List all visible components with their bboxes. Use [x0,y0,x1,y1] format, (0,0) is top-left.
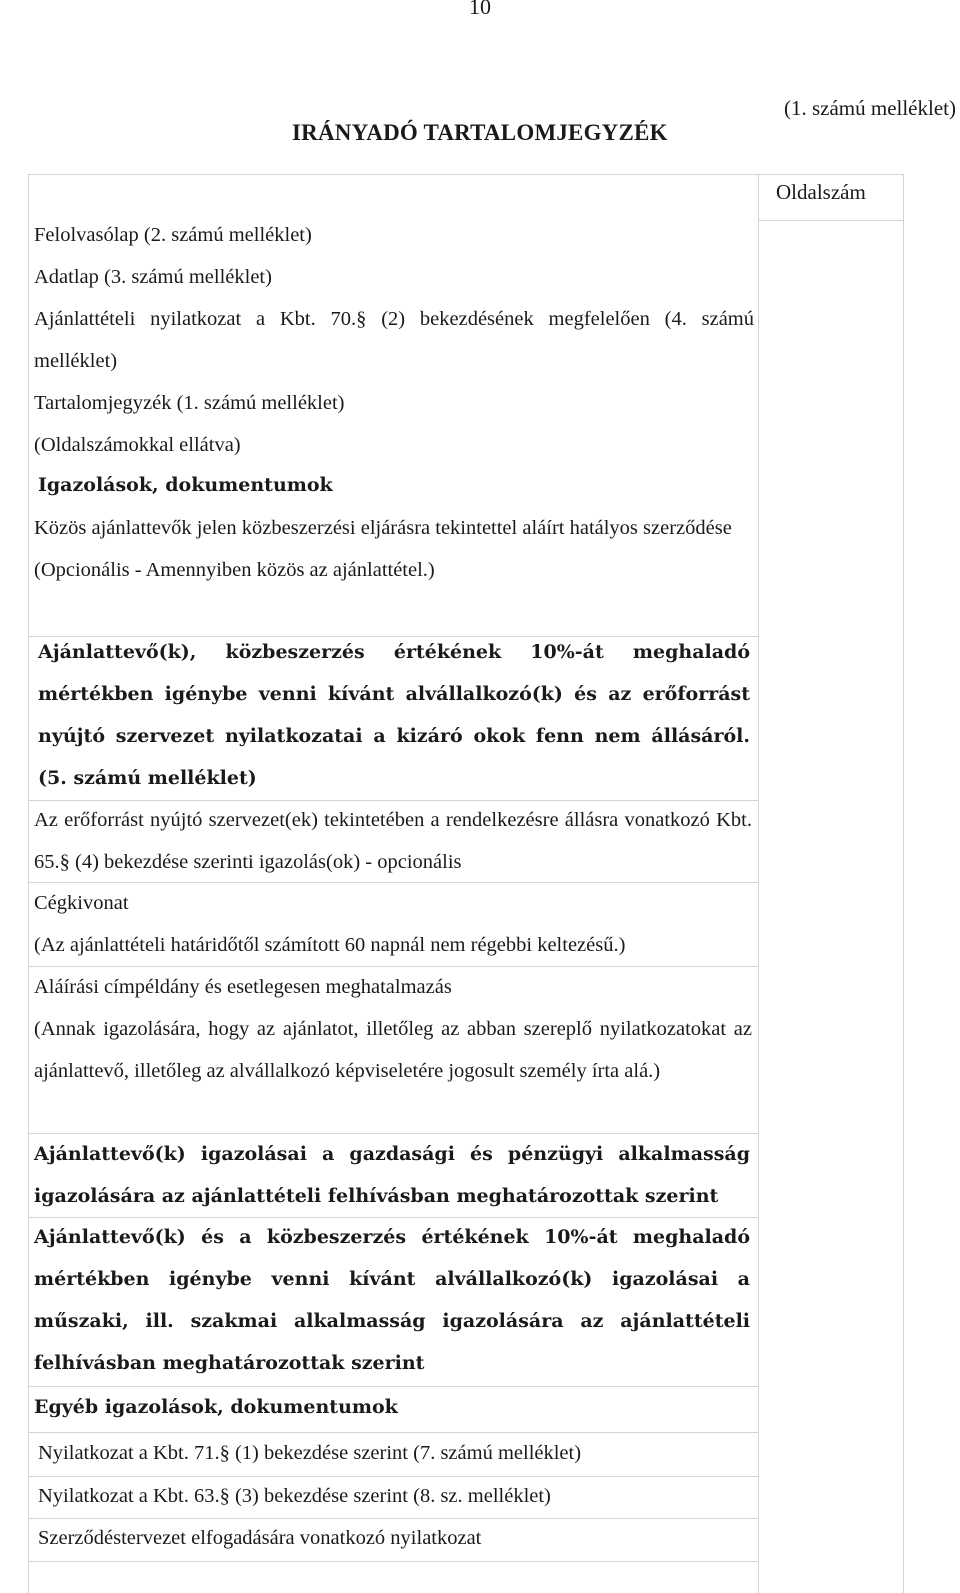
section-heading-egyeb [34,1386,764,1428]
toc-entry-tartalomjegyzek [34,382,764,466]
annex-reference: (1. számú melléklet) [783,96,956,120]
toc-entry-kizaro-okok [38,631,750,799]
entry-text: Közös ajánlattevők jelen közbeszerzési eljárásra tekintettel aláírt hatályos szerződése [34,517,732,539]
toc-entry-adatlap [34,256,764,298]
toc-entry-kbt-71 [38,1432,768,1474]
entry-note: (Opcionális - Amennyiben közös az ajánlattétel.) [34,559,435,581]
table-border-right [903,174,904,1593]
toc-entry-ajanlatteteli-nyilatkozat [34,298,754,382]
page-number: 10 [469,0,491,19]
entry-text: Nyilatkozat a Kbt. 71.§ (1) bekezdése szerint (7. számú melléklet) [38,1442,582,1464]
toc-entry-kbt-63 [38,1475,768,1517]
toc-entry-gazdasagi-alkalmassag [34,1133,750,1217]
toc-entry-felolvasolap [34,214,764,256]
toc-entry-szerzodestervezet [38,1517,768,1559]
entry-text: Cégkivonat [34,892,129,914]
entry-text: Aláírási címpéldány és esetlegesen meghatalmazás [34,976,452,998]
table-border-top [28,174,904,175]
entry-note: (Oldalszámokkal ellátva) [34,434,241,456]
header-divider [758,220,904,221]
entry-text: Adatlap (3. számú melléklet) [34,266,272,288]
entry-note: (Annak igazolására, hogy az ajánlatot, illetőleg az abban szereplő nyilatkozatokat az ajánlattevő, illetőleg az alvállalkozó képviseletére jogosult személy írta alá.) [34,1018,752,1082]
section-heading-igazolasok [38,464,768,506]
entry-text: Tartalomjegyzék (1. számú melléklet) [34,392,345,414]
toc-entry-kozos-ajanlattevok [34,507,764,591]
entry-text: Ajánlattevő(k) és a közbeszerzés értékének 10%-át meghaladó mértékben igénybe venni kívánt alvállalkozó(k) igazolásai a műszaki, ill. szakmai alkalmasság igazolására az ajánlattételi felhívásban meghatározottak szerint [34,1226,750,1374]
entry-text: Nyilatkozat a Kbt. 63.§ (3) bekezdése szerint (8. sz. melléklet) [38,1485,551,1507]
entry-text: Felolvasólap (2. számú melléklet) [34,224,312,246]
entry-text: Szerződéstervezet elfogadására vonatkozó nyilatkozat [38,1527,482,1549]
toc-entry-muszaki-alkalmassag [34,1216,750,1384]
entry-text: Ajánlattevő(k), közbeszerzés értékének 10%-át meghaladó mértékben igénybe venni kívánt alvállalkozó(k) és az erőforrást nyújtó szervezet nyilatkozatai a kizáró okok fenn nem állásáról. (5. számú melléklet) [38,641,750,789]
toc-entry-cegkivonat [34,882,764,966]
entry-text: Ajánlattevő(k) igazolásai a gazdasági és pénzügyi alkalmasság igazolására az ajánlattételi felhívásban meghatározottak szerint [34,1143,750,1207]
entry-text: Az erőforrást nyújtó szervezet(ek) tekintetében a rendelkezésre állásra vonatkozó Kbt. 65.§ (4) bekezdése szerinti igazolás(ok) - opcionális [34,809,752,873]
toc-entry-eroforras [34,799,752,883]
entry-note: (Az ajánlattételi határidőtől számított 60 napnál nem régebbi keltezésű.) [34,934,626,956]
row-divider [28,1561,758,1562]
table-border-left [28,174,29,1593]
toc-entry-alairasi-cimpeldany [34,966,752,1092]
document-title: IRÁNYADÓ TARTALOMJEGYZÉK [292,120,668,145]
entry-text: Ajánlattételi nyilatkozat a Kbt. 70.§ (2) bekezdésének megfelelően (4. számú melléklet) [34,308,754,372]
entry-text: Egyéb igazolások, dokumentumok [34,1396,398,1418]
entry-text: Igazolások, dokumentumok [38,474,333,496]
page-number-column-header: Oldalszám [776,180,866,204]
